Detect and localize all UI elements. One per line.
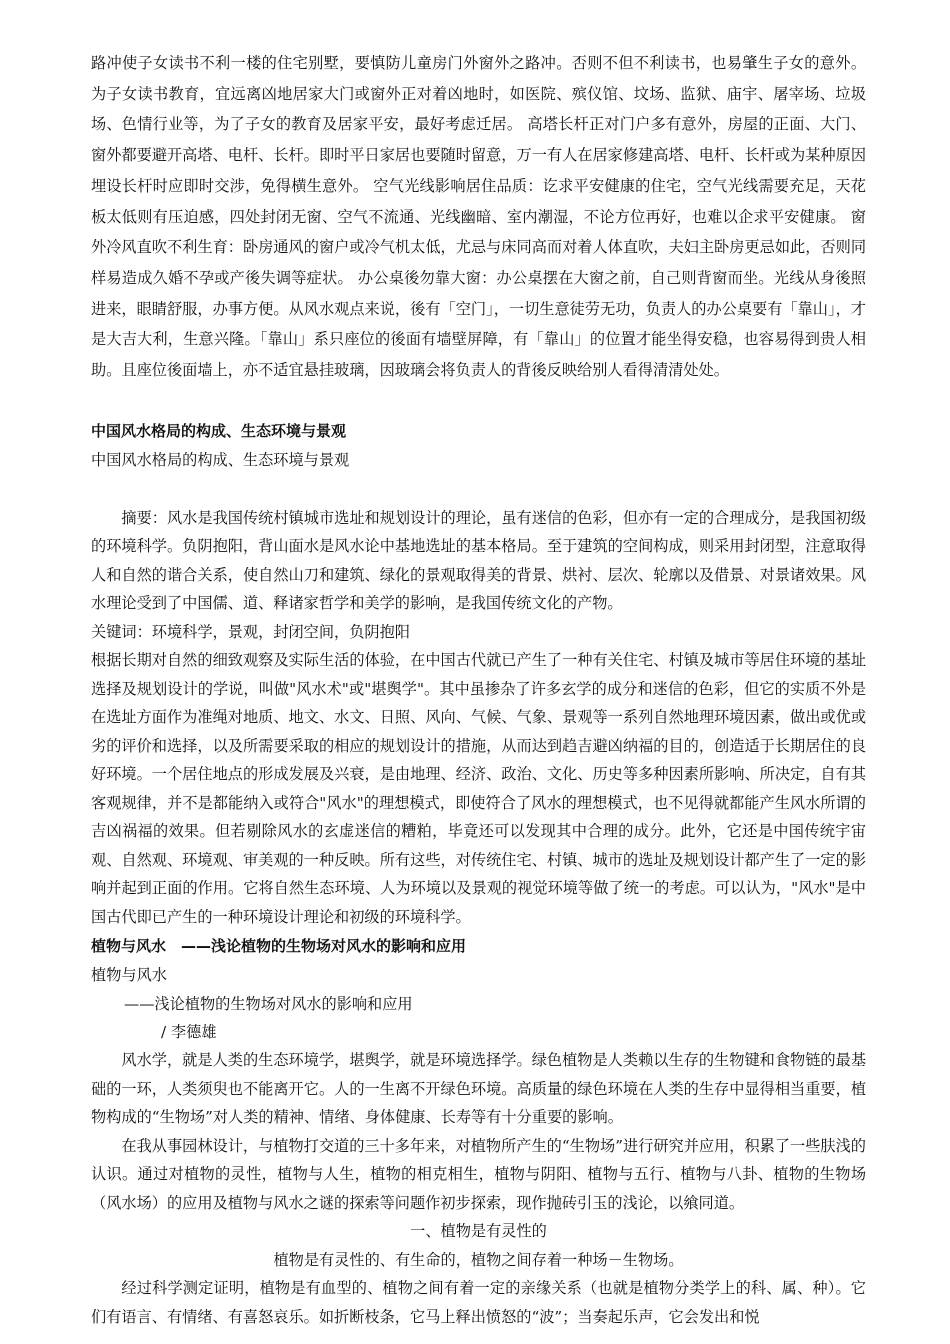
paragraph-fengshui-tips: 路冲使子女读书不利一楼的住宅别墅，要慎防儿童房门外窗外之路冲。否则不但不利读书，也易肇生子女的意外。 为子女读书教育，宜远离凶地居家大门或窗外正对着凶地时，如医院、殡仪馆、坟场、监狱、庙宇、屠宰场、垃圾场、色情行业等，为了子女的教育及居家平安，最好考虑迁居。 高塔长杆正对门户多有意外，房屋的正面、大门、窗外都要避开高塔、电杆、长杆。即时平日家居也要随时留意，万一有人在居家修建高塔、电杆、长杆或为某种原因埋设长杆时应即时交涉，免得横生意外。 空气光线影响居住品质：讫求平安健康的住宅，空气光线需要充足，天花板太低则有压迫感，四处封闭无窗、空气不流通、光线幽暗、室内潮湿，不论方位再好，也难以企求平安健康。 窗外冷风直吹不利生育：卧房通风的窗户或冷气机太低，尤忌与床同高而对着人体直吹，夫妇主卧房更忌如此，否则同样易造成久婚不孕或产後失调等症状。 办公桌後勿靠大窗：办公桌摆在大窗之前，自己则背窗而坐。光线从身後照进来，眼睛舒服，办事方便。从风水观点来说，後有「空门」，一切生意徒劳无功，负责人的办公桌要有「靠山」，才是大吉大利，生意兴隆。「靠山」系只座位的後面有墙壁屏障，有「靠山」的位置才能坐得安稳，也容易得到贵人相助。且座位後面墙上，亦不适宜悬挂玻璃，因玻璃会将负责人的背後反映给别人看得清清处处。 bbox=[91, 54, 866, 380]
document-page bbox=[91, 48, 866, 1331]
spacer bbox=[91, 386, 866, 416]
section-subtitle: 植物是有灵性的、有生命的，植物之间存着一种场－生物场。 bbox=[273, 1250, 684, 1269]
article-paragraph: 经过科学测定证明，植物是有血型的、植物之间有着一定的亲缘关系（也就是植物分类学上的科、属、种）。它们有语言、有情绪、有喜怒哀乐。如折断枝条，它马上释出愤怒的“波”；当奏起乐声，它会发出和悦 bbox=[91, 1279, 866, 1326]
body-paragraph: 根据长期对自然的细致观察及实际生活的体验，在中国古代就已产生了一种有关住宅、村镇及城市等居住环境的基址选择及规划设计的学说，叫做"风水术"或"堪舆学"。其中虽掺杂了许多玄学的成分和迷信的色彩，但它的实质不外是在选址方面作为准绳对地质、地文、水文、日照、风向、气候、气象、景观等一系列自然地理环境因素，做出或优或劣的评价和选择，以及所需要采取的相应的规划设计的措施，从而达到趋吉避凶纳福的目的，创造适于长期居住的良好环境。一个居住地点的形成发展及兴衰，是由地理、经济、政治、文化、历史等多种因素所影响、所决定，自有其客观规律，并不是都能纳入或符合"风水"的理想模式，即使符合了风水的理想模式，也不见得就都能产生风水所谓的吉凶祸福的效果。但若剔除风水的玄虚迷信的糟粕，毕竟还可以发现其中合理的成分。此外，它还是中国传统宇宙观、自然观、环境观、审美观的一种反映。所有这些，对传统住宅、村镇、城市的选址及规划设计都产生了一定的影响并起到正面的作用。它将自然生态环境、人为环境以及景观的视觉环境等做了统一的考虑。可以认为，"风水"是中国古代即已产生的一种环境设计理论和初级的环境科学。 bbox=[91, 651, 866, 926]
article-paragraph: 在我从事园林设计，与植物打交道的三十多年来，对植物所产生的“生物场”进行研究并应用，积累了一些肤浅的认识。通过对植物的灵性，植物与人生，植物的相克相生，植物与阴阳、植物与五行、植物与八卦、植物的生物场（风水场）的应用及植物与风水之谜的探索等问题作初步探索，现作抛砖引玉的浅论，以飨同道。 bbox=[91, 1136, 866, 1212]
article-paragraph: 风水学，就是人类的生态环境学，堪舆学，就是环境选择学。绿色植物是人类赖以生存的生物键和食物链的最基础的一环，人类须臾也不能离开它。人的一生离不开绿色环境。高质量的绿色环境在人类的生存中显得相当重要，植物构成的“生物场”对人类的精神、情绪、身体健康、长寿等有十分重要的影响。 bbox=[91, 1051, 866, 1127]
section-heading-bold: 中国风水格局的构成、生态环境与景观 bbox=[91, 421, 347, 440]
article-author: / 李德雄 bbox=[161, 1023, 217, 1042]
article-subtitle: ——浅论植物的生物场对风水的影响和应用 bbox=[124, 995, 413, 1014]
article-heading-bold: 植物与风水 ——浅论植物的生物场对风水的影响和应用 bbox=[91, 937, 467, 956]
abstract-paragraph: 摘要：风水是我国传统村镇城市选址和规划设计的理论，虽有迷信的色彩，但亦有一定的合理成分，是我国初级的环境科学。负阴抱阳，背山面水是风水论中基地选址的基本格局。至于建筑的空间构成，则采用封闭型，注意取得人和自然的谐合关系，使自然山刀和建筑、绿化的景观取得美的背景、烘衬、层次、轮廓以及借景、对景诸效果。风水理论受到了中国儒、道、释诸家哲学和美学的影响，是我国传统文化的产物。 bbox=[91, 508, 866, 613]
spacer bbox=[91, 475, 866, 504]
section-title: 一、植物是有灵性的 bbox=[410, 1222, 547, 1241]
section-heading-plain: 中国风水格局的构成、生态环境与景观 bbox=[91, 450, 350, 469]
keywords-line: 关键词：环境科学，景观，封闭空间，负阴抱阳 bbox=[91, 622, 410, 641]
article-title: 植物与风水 bbox=[91, 966, 167, 985]
